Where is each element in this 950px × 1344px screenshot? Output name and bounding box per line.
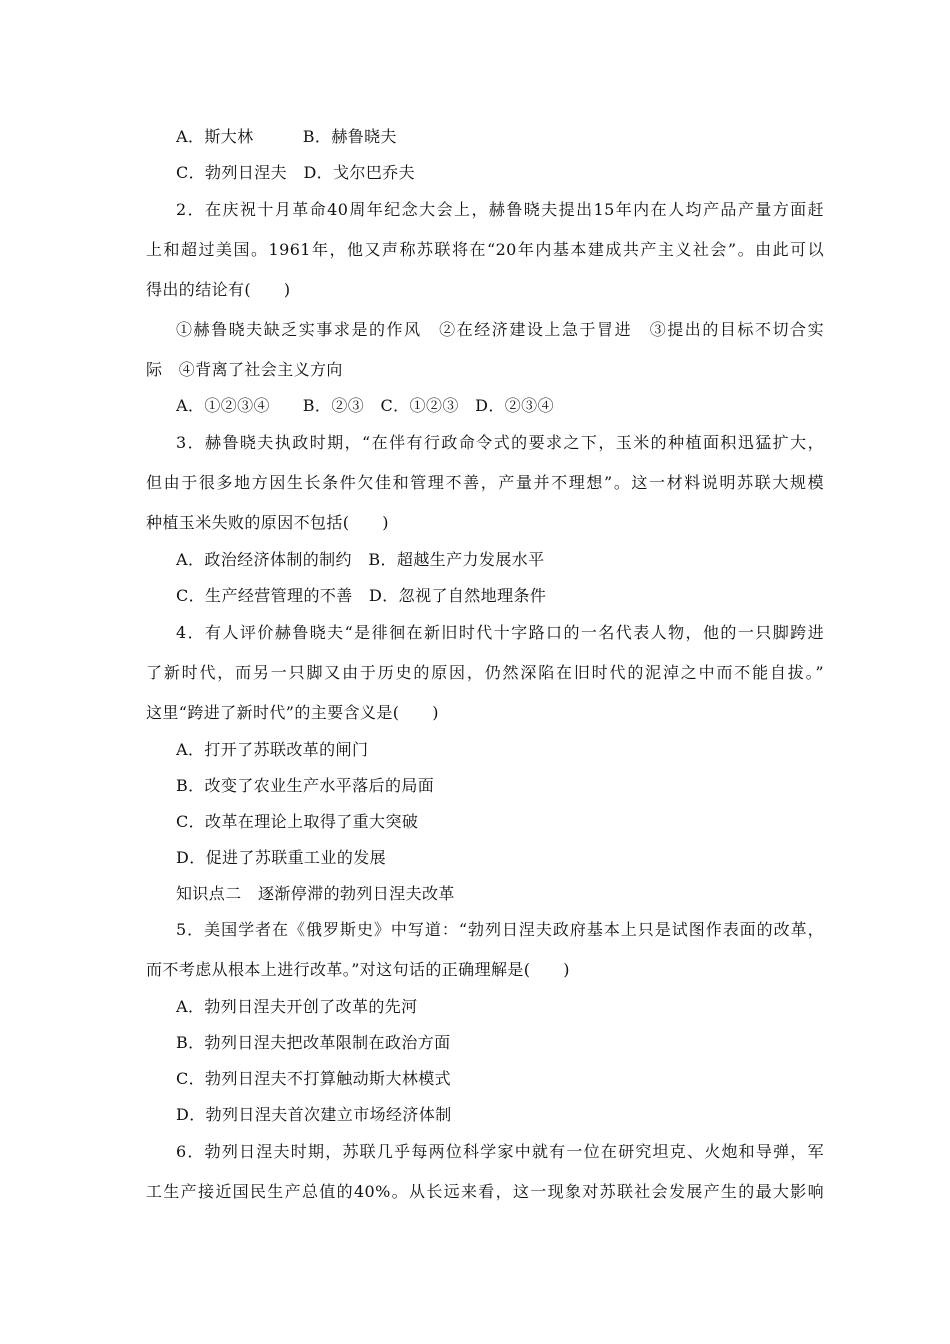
q4-stem-line-1: 4．有人评价赫鲁晓夫“是徘徊在新旧时代十字路口的一名代表人物，他的一只脚跨进 <box>176 623 824 642</box>
q4-option-c: C．改革在理论上取得了重大突破 <box>176 812 419 831</box>
q5-option-d: D．勃列日涅夫首次建立市场经济体制 <box>176 1105 452 1124</box>
section-heading: 知识点二 逐渐停滞的勃列日涅夫改革 <box>176 884 455 903</box>
q3-stem-line-1: 3．赫鲁晓夫执政时期，“在伴有行政命令式的要求之下，玉米的种植面积迅猛扩大， <box>176 433 824 452</box>
q5-stem-line-2: 而不考虑从根本上进行改革。”对这句话的正确理解是( ) <box>146 960 570 979</box>
q6-stem-line-1: 6．勃列日涅夫时期，苏联几乎每两位科学家中就有一位在研究坦克、火炮和导弹，军 <box>176 1142 824 1161</box>
q3-stem-line-3: 种植玉米失败的原因不包括( ) <box>146 513 389 532</box>
q5-option-b: B．勃列日涅夫把改革限制在政治方面 <box>176 1033 451 1052</box>
q6-stem-line-2: 工生产接近国民生产总值的40%。从长远来看，这一现象对苏联社会发展产生的最大影响 <box>146 1182 824 1201</box>
q3-options-ab: A．政治经济体制的制约 B．超越生产力发展水平 <box>176 550 545 569</box>
q4-option-a: A．打开了苏联改革的闸门 <box>176 740 369 759</box>
q2-stem-line-1: 2．在庆祝十月革命40周年纪念大会上，赫鲁晓夫提出15年内在人均产品产量方面赶 <box>176 200 824 219</box>
q2-options: A．①②③④ B．②③ C．①②③ D．②③④ <box>176 396 554 415</box>
q1-options-ab: A．斯大林 B．赫鲁晓夫 <box>176 127 397 146</box>
q1-options-cd: C．勃列日涅夫 D．戈尔巴乔夫 <box>176 163 416 182</box>
q2-statements-line-2: 际 ④背离了社会主义方向 <box>146 360 343 379</box>
q2-stem-line-3: 得出的结论有( ) <box>146 280 291 299</box>
q4-stem-line-3: 这里“跨进了新时代”的主要含义是( ) <box>146 703 439 722</box>
q2-statements-line-1: ①赫鲁晓夫缺乏实事求是的作风 ②在经济建设上急于冒进 ③提出的目标不切合实 <box>176 320 824 339</box>
q3-options-cd: C．生产经营管理的不善 D．忽视了自然地理条件 <box>176 586 547 605</box>
q2-stem-line-2: 上和超过美国。1961年，他又声称苏联将在“20年内基本建成共产主义社会”。由此可以 <box>146 240 824 259</box>
q4-option-b: B．改变了农业生产水平落后的局面 <box>176 776 435 795</box>
q3-stem-line-2: 但由于很多地方因生长条件欠佳和管理不善，产量并不理想”。这一材料说明苏联大规模 <box>146 473 824 492</box>
q5-stem-line-1: 5．美国学者在《俄罗斯史》中写道：“勃列日涅夫政府基本上只是试图作表面的改革， <box>176 920 824 939</box>
q4-option-d: D．促进了苏联重工业的发展 <box>176 848 387 867</box>
q5-option-a: A．勃列日涅夫开创了改革的先河 <box>176 997 418 1016</box>
q4-stem-line-2: 了新时代，而另一只脚又由于历史的原因，仍然深陷在旧时代的泥淖之中而不能自拔。” <box>146 663 824 682</box>
q5-option-c: C．勃列日涅夫不打算触动斯大林模式 <box>176 1069 452 1088</box>
